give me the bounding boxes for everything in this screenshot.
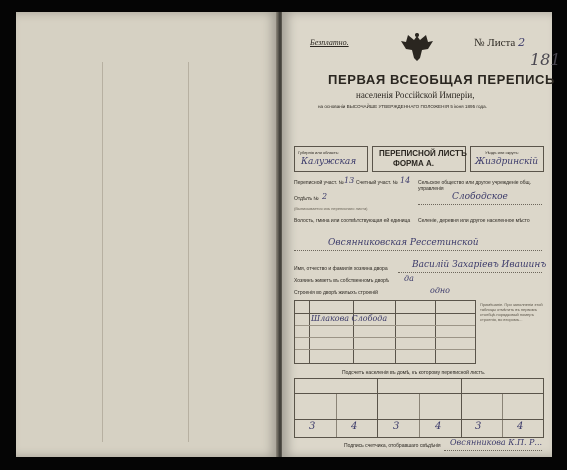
owner-label: Имя, отчество и фамилія хозяина двора bbox=[294, 266, 388, 272]
table-rule bbox=[336, 393, 337, 437]
province-label: Губернія или область: bbox=[298, 150, 339, 155]
dotted-line bbox=[398, 272, 542, 273]
counting-area-value: 14 bbox=[400, 176, 411, 185]
buildings-value: одно bbox=[430, 286, 450, 295]
table-rule bbox=[295, 393, 543, 394]
society-value: Слободское bbox=[452, 192, 508, 202]
fold-line bbox=[102, 62, 103, 442]
dotted-line bbox=[418, 204, 542, 205]
tally-value: 4 bbox=[435, 421, 442, 432]
table-rule bbox=[295, 337, 475, 338]
table-rule bbox=[295, 325, 475, 326]
decree-line: на основаніи ВЫСОЧАЙШЕ УТВЕРЖДЕННАГО ПОЛОЖЕНІЯ 5 іюня 1895 года. bbox=[318, 104, 487, 109]
document-subtitle: населенія Россійской Имперіи, bbox=[356, 90, 475, 100]
village-label: Селеніе, деревня или другое населенное мѣсто bbox=[418, 218, 530, 224]
district-value: Жиздринскій bbox=[475, 157, 539, 167]
section-value: 2 bbox=[322, 192, 328, 201]
society-label: Сельское общество или другое учрежденіе общ. управленія bbox=[418, 180, 532, 192]
right-page: Безплатно. № Листа 2 181 ПЕРВАЯ ВСЕОБЩАЯ ПЕРЕПИСЬ населенія Россійской Имперіи, на основаніи ВЫСОЧАЙШЕ УТВЕРЖДЕННАГО ПОЛОЖЕНІЯ 5 іюня 1895 года. Губернія или область: Калужская ПЕРЕПИСНОЙ ЛИСТЪ ФОРМА А. Уѣздъ или округъ: Жиздринскій Переписной участ. № 13 Счетный участ. № 14 Отдѣлъ № 2 (Выписывается изъ переписнаго листа) Сельское общество или другое учрежденіе общ. управленія Слободское Волость, гмина или соотвѣтствующая ей единица Селеніе, деревня или другое населенное мѣсто Овсянниковская Рессетинской Имя, отчество и фамилія хозяина двора Василій Захаріевъ Ивашинъ Хозяинъ живетъ въ собственномъ дворѣ да Строенія во дворѣ жилыхъ строеній одно Шлакова Слобода Примѣчаніе. При заполненіи этой таблицы отмѣтить въ первомъ столбцѣ порядковый номеръ строенія, во второмъ... Подсчетъ населенія въ домѣ, къ которому переписной листъ. 3 4 3 4 3 4 Подпись счетчика, отобравшаго свѣдѣнія Овсянникова К.П. Р... bbox=[282, 12, 552, 457]
table-rule bbox=[419, 393, 420, 437]
owner-lives-label: Хозяинъ живетъ въ собственномъ дворѣ bbox=[294, 278, 389, 284]
tally-value: 3 bbox=[309, 421, 316, 432]
owner-value: Василій Захаріевъ Ивашинъ bbox=[412, 260, 547, 270]
sheet-title-box bbox=[372, 146, 466, 172]
table-rule bbox=[295, 349, 475, 350]
tally-value: 4 bbox=[351, 421, 358, 432]
corner-page-number: 181 bbox=[530, 50, 561, 69]
census-area-value: 13 bbox=[344, 176, 355, 185]
census-area-label: Переписной участ. № bbox=[294, 180, 344, 186]
volost-value: Овсянниковская Рессетинской bbox=[328, 238, 479, 248]
side-notes: Примѣчаніе. При заполненіи этой таблицы отмѣтить въ первомъ столбцѣ порядковый номеръ строенія, во второмъ... bbox=[480, 302, 543, 322]
sheet-number-value: 2 bbox=[518, 36, 526, 49]
double-headed-eagle-icon bbox=[400, 32, 434, 62]
table-rule bbox=[435, 301, 436, 363]
table-rule bbox=[377, 379, 378, 437]
dotted-line bbox=[294, 250, 542, 251]
owner-lives-value: да bbox=[404, 274, 414, 283]
tally-table bbox=[294, 378, 544, 438]
signature-label: Подпись счетчика, отобравшаго свѣдѣнія bbox=[344, 443, 441, 449]
table-rule bbox=[295, 419, 543, 420]
table-row-value: Шлакова Слобода bbox=[311, 314, 388, 323]
counting-area-label: Счетный участ. № bbox=[356, 180, 398, 186]
table-rule bbox=[502, 393, 503, 437]
sheet-title: ПЕРЕПИСНОЙ ЛИСТЪ bbox=[379, 149, 467, 158]
province-value: Калужская bbox=[301, 157, 357, 167]
table-rule bbox=[395, 301, 396, 363]
section-label: Отдѣлъ № bbox=[294, 196, 319, 202]
free-label: Безплатно. bbox=[310, 38, 349, 47]
signature-value: Овсянникова К.П. Р... bbox=[450, 438, 543, 447]
form-title: ФОРМА А. bbox=[393, 159, 434, 168]
buildings-table bbox=[294, 300, 476, 364]
dotted-line bbox=[444, 450, 542, 451]
district-label: Уѣздъ или округъ: bbox=[485, 150, 519, 155]
province-box bbox=[294, 146, 368, 172]
table-rule bbox=[353, 301, 354, 363]
document-title: ПЕРВАЯ ВСЕОБЩАЯ ПЕРЕПИСЬ bbox=[328, 72, 555, 87]
tally-value: 3 bbox=[393, 421, 400, 432]
table-rule bbox=[461, 379, 462, 437]
sheet-number-label: № Листа bbox=[474, 37, 516, 49]
fold-line bbox=[188, 62, 189, 442]
tally-value: 3 bbox=[475, 421, 482, 432]
district-box bbox=[470, 146, 544, 172]
volost-label: Волость, гмина или соотвѣтствующая ей единица bbox=[294, 218, 411, 224]
tally-title: Подсчетъ населенія въ домѣ, къ которому переписной листъ. bbox=[342, 370, 486, 376]
buildings-label: Строенія во дворѣ жилыхъ строеній bbox=[294, 290, 378, 296]
table-rule bbox=[309, 301, 310, 363]
tally-value: 4 bbox=[517, 421, 524, 432]
left-page bbox=[16, 12, 278, 457]
